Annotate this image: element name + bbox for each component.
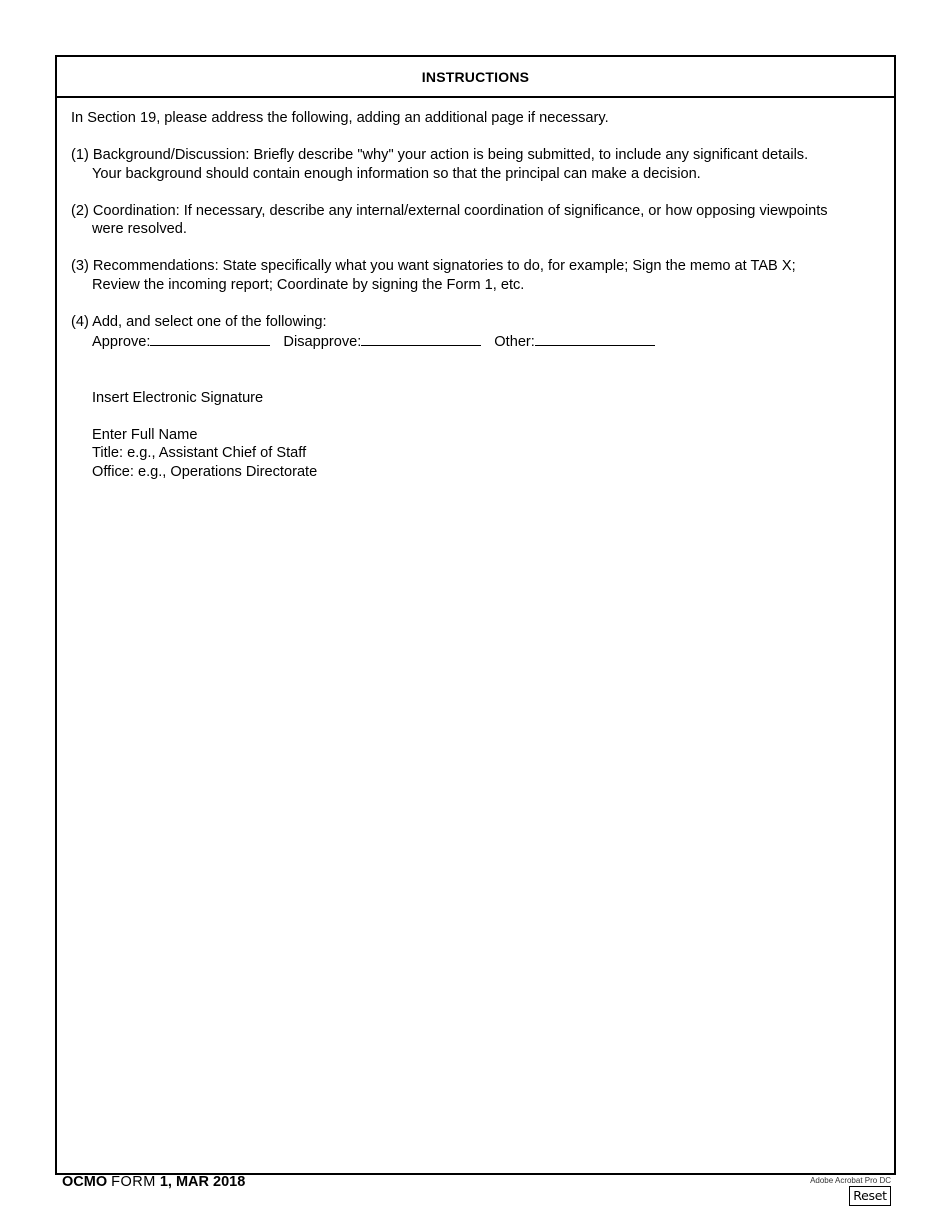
choice-disapprove [283, 331, 481, 352]
signer-office[interactable]: Office: e.g., Operations Directorate [92, 463, 318, 480]
form-word: FORM [111, 1174, 156, 1190]
item-recommendations [71, 257, 880, 294]
instructions-content [57, 98, 894, 481]
signer-name[interactable]: Enter Full Name [92, 426, 198, 443]
header-title: INSTRUCTIONS [421, 68, 530, 85]
signer-info [92, 426, 880, 482]
choice-other-label: Other: [494, 334, 535, 350]
reset-button[interactable]: Reset [849, 1186, 891, 1206]
decision-choices [71, 331, 880, 352]
approve-blank[interactable] [150, 331, 270, 346]
signature-placeholder[interactable]: Insert Electronic Signature [92, 389, 264, 406]
form-number-date: 1, MAR 2018 [159, 1174, 246, 1190]
instructions-form [55, 55, 896, 1175]
signer-title[interactable]: Title: e.g., Assistant Chief of Staff [92, 445, 307, 461]
item-coordination-line1: (2) Coordination: If necessary, describe any internal/external coordination of significance, or how opposing viewpoints [71, 202, 828, 219]
item-coordination-line2: were resolved. [92, 221, 187, 237]
item-background-line1: (1) Background/Discussion: Briefly describe "why" your action is being submitted, to include any significant details. [71, 147, 809, 163]
signature-block [71, 389, 880, 482]
item-coordination [71, 202, 880, 239]
item-background [71, 146, 880, 183]
item-background-line2: Your background should contain enough information so that the principal can make a decision. [92, 165, 701, 182]
item-recommendations-line1: (3) Recommendations: State specifically what you want signatories to do, for example; Sign the memo at TAB X; [71, 258, 796, 274]
form-identifier [62, 1174, 245, 1190]
disapprove-blank[interactable] [361, 331, 481, 346]
choice-other [494, 331, 655, 352]
other-blank[interactable] [535, 331, 655, 346]
item-decision-line1: (4) Add, and select one of the following: [71, 313, 327, 330]
item-recommendations-line2: Review the incoming report; Coordinate by signing the Form 1, etc. [92, 276, 525, 293]
form-agency: OCMO [62, 1174, 108, 1190]
item-decision [71, 313, 880, 352]
choice-approve [92, 331, 270, 352]
intro-text: In Section 19, please address the following, adding an additional page if necessary. [71, 110, 609, 126]
choice-approve-label: Approve: [92, 334, 151, 350]
form-header [57, 57, 894, 98]
software-credit: Adobe Acrobat Pro DC [810, 1176, 891, 1185]
choice-disapprove-label: Disapprove: [283, 334, 362, 350]
